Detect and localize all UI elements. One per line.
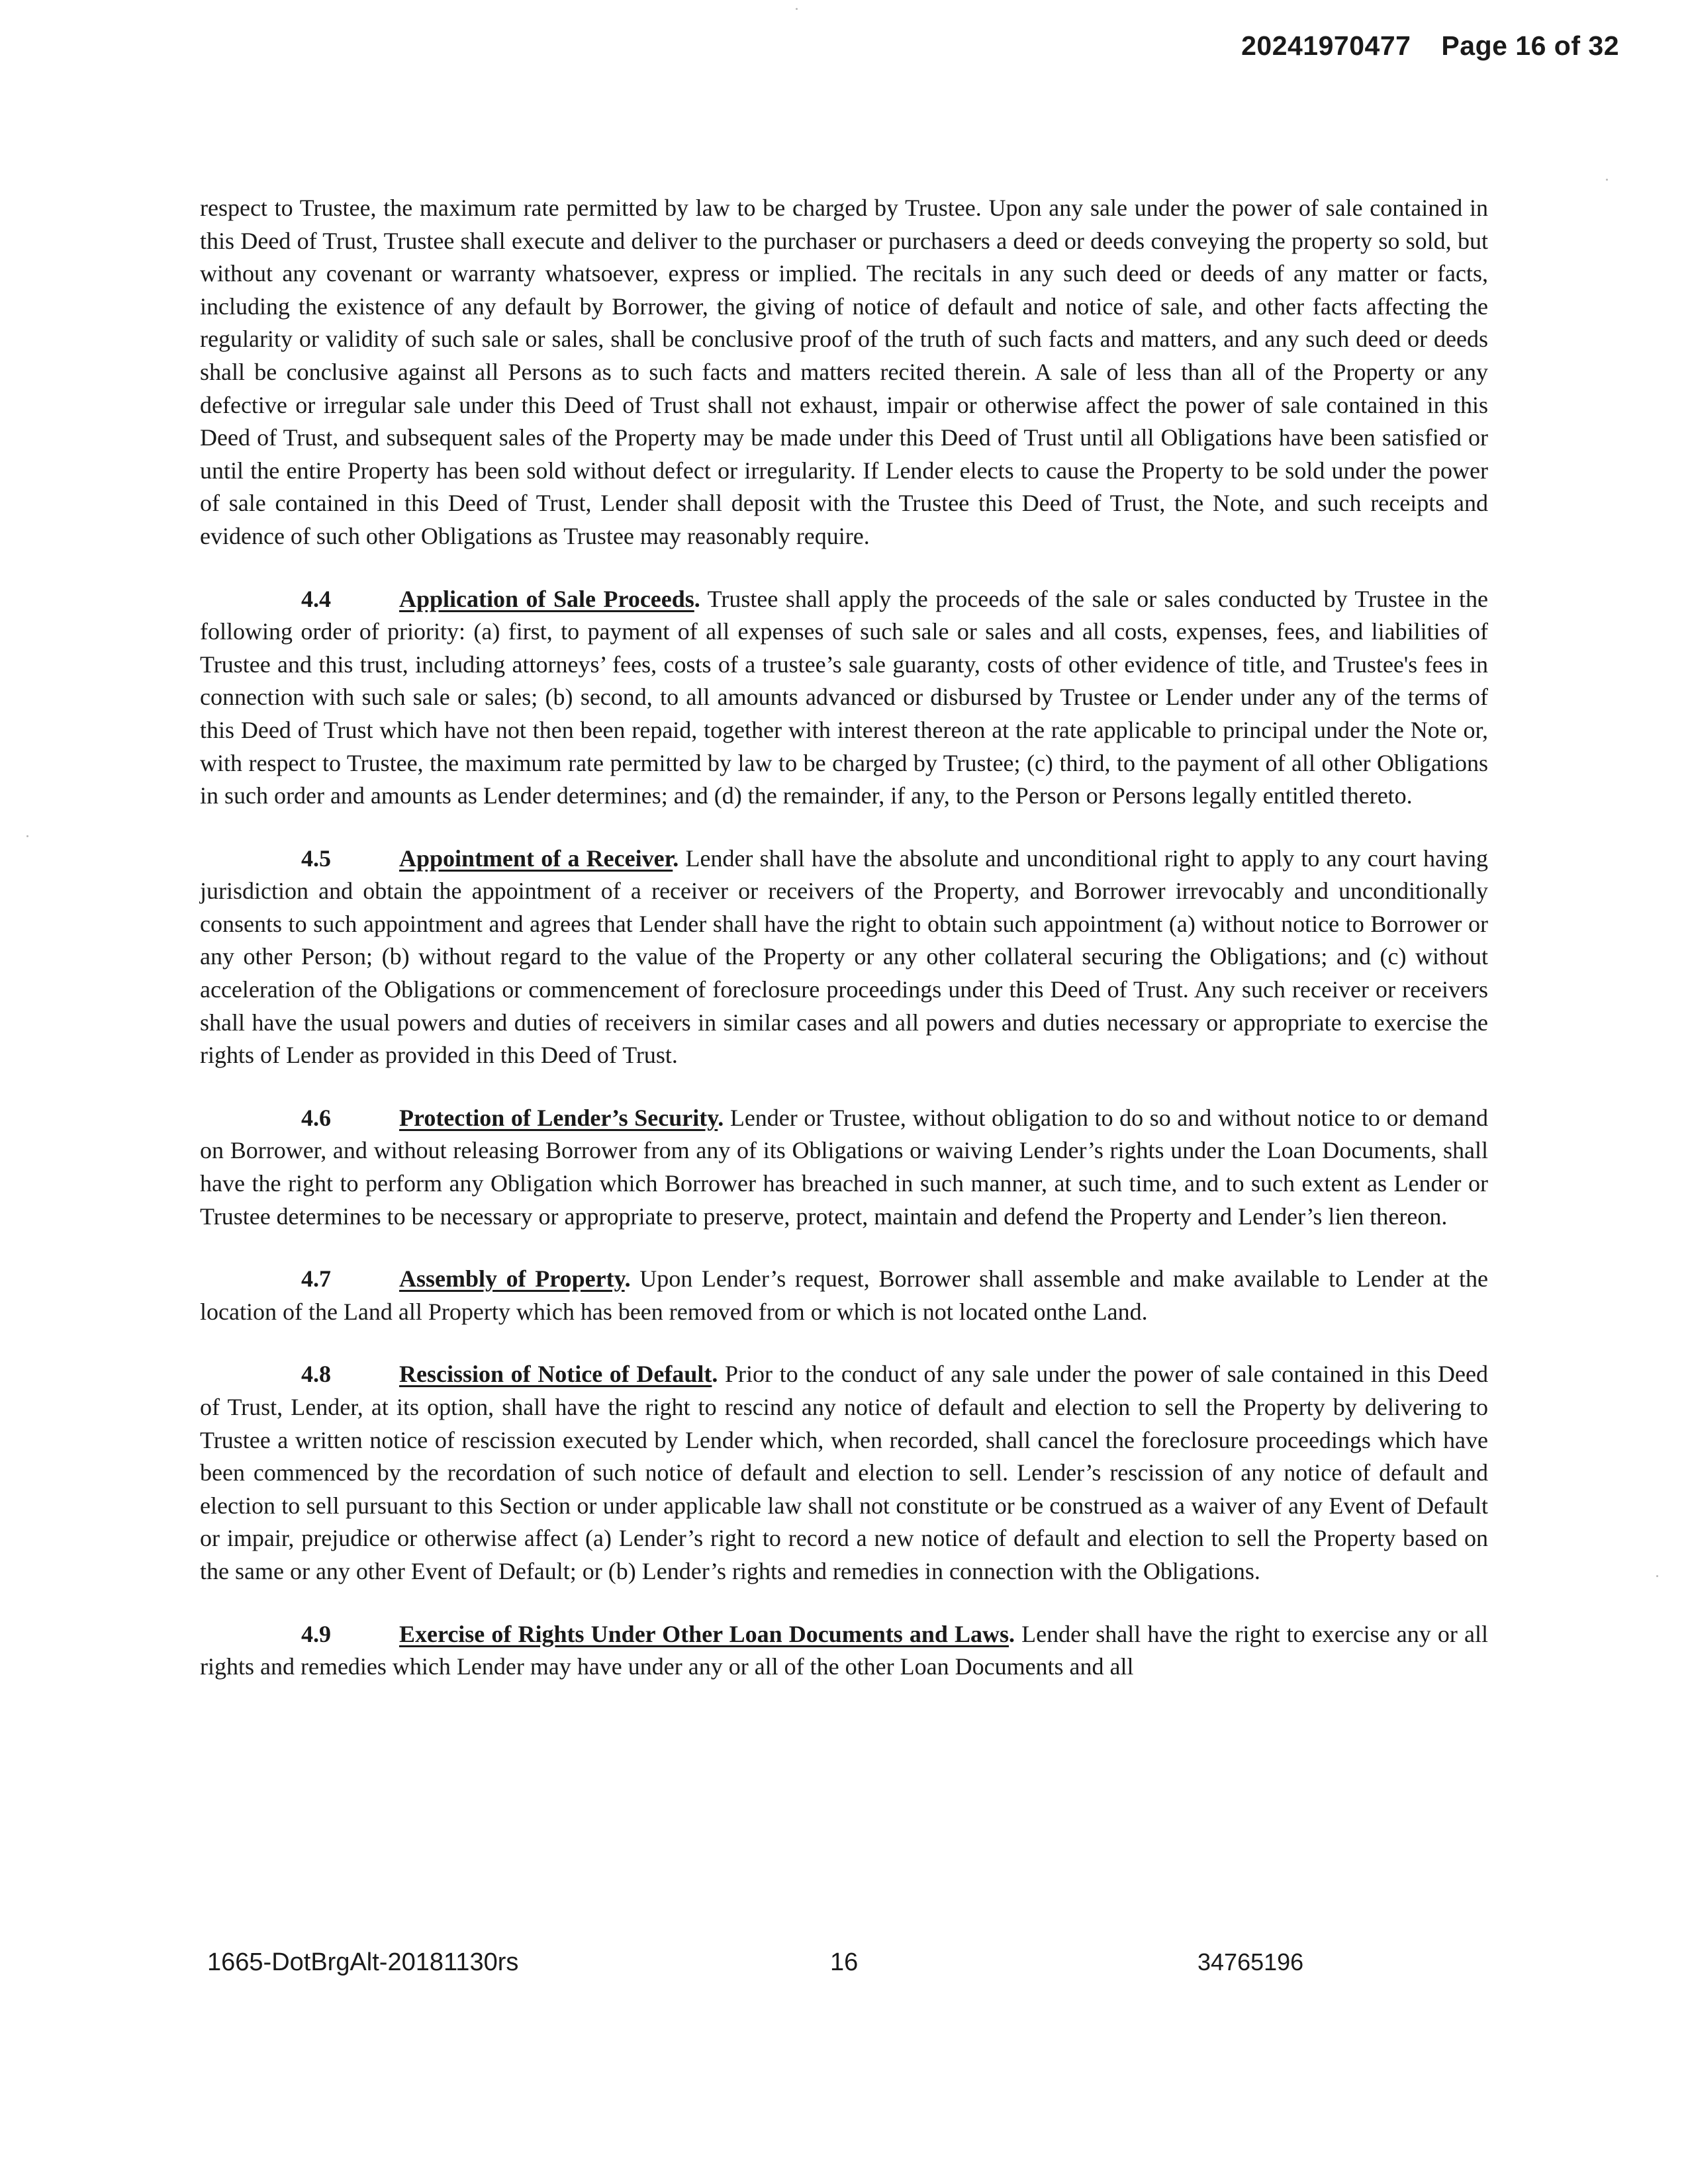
section-text: Lender shall have the absolute and unconditional right to apply to any court having jurisdiction and obtain the appointment of a receiver or receivers of the Property, and Borrower irrevocably and unconditionally consents to such appointment and agrees that Lender shall have the right to obtain such appointment (a) without notice to Borrower or any other Person; (b) without regard to the value of the Property or any other collateral securing the Obligations; and (c) without acceleration of the Obligations or commencement of foreclosure proceedings under this Deed of Trust. Any such receiver or receivers shall have the usual powers and duties of receivers in similar cases and all powers and duties necessary or appropriate to exercise the rights of Lender as provided in this Deed of Trust. <box>200 844 1488 1069</box>
recording-stamp <box>1241 30 1619 62</box>
section-4-6: 4.6 Protection of Lender’s Security. Lender or Trustee, without obligation to do so and without notice to or demand on Borrower, and without releasing Borrower from any of its Obligations or waiving Lender’s rights under the Loan Documents, shall have the right to perform any Obligation which Borrower has breached in such manner, at such time, and to such extent as Lender or Trustee determines to be necessary or appropriate to preserve, protect, maintain and defend the Property and Lender’s lien thereon. <box>200 1102 1488 1233</box>
recording-number: 20241970477 <box>1241 30 1411 61</box>
section-4-4: 4.4 Application of Sale Proceeds. Trustee shall apply the proceeds of the sale or sales conducted by Trustee in the following order of priority: (a) first, to payment of all expenses of such sale or sales and all costs, expenses, fees, and liabilities of Trustee and this trust, including attorneys’ fees, costs of a trustee’s sale guaranty, costs of other evidence of title, and Trustee's fees in connection with such sale or sales; (b) second, to all amounts advanced or disbursed by Trustee or Lender under any of the terms of this Deed of Trust which have not then been repaid, together with interest thereon at the rate applicable to principal under the Note or, with respect to Trustee, the maximum rate permitted by law to be charged by Trustee; (c) third, to the payment of all other Obligations in such order and amounts as Lender determines; and (d) the remainder, if any, to the Person or Persons legally entitled thereto. <box>200 583 1488 813</box>
section-number: 4.8 <box>301 1361 331 1388</box>
section-4-7: 4.7 Assembly of Property. Upon Lender’s request, Borrower shall assemble and make available to Lender at the location of the Land all Property which has been removed from or which is not located onthe Land. <box>200 1263 1488 1328</box>
section-text: Lender shall have the right to exercise any or all rights and remedies which Lender may have under any or all of the other Loan Documents and all <box>200 1620 1488 1680</box>
continuation-paragraph: respect to Trustee, the maximum rate permitted by law to be charged by Trustee. Upon any sale under the power of sale contained in this Deed of Trust, Trustee shall execute and deliver to the purchaser or purchasers a deed or deeds conveying the property so sold, but without any covenant or warranty whatsoever, express or implied. The recitals in any such deed or deeds of any matter or facts, including the existence of any default by Borrower, the giving of notice of default and notice of sale, and other facts affecting the regularity or validity of such sale or sales, shall be conclusive proof of the truth of such facts and matters, and any such deed or deeds shall be conclusive against all Persons as to such facts and matters recited therein. A sale of less than all of the Property or any defective or irregular sale under this Deed of Trust shall not exhaust, impair or otherwise affect the power of sale contained in this Deed of Trust, and subsequent sales of the Property may be made under this Deed of Trust until all Obligations have been satisfied or until the entire Property has been sold without defect or irregularity. If Lender elects to cause the Property to be sold under the power of sale contained in this Deed of Trust, Lender shall deposit with the Trustee this Deed of Trust, the Note, and such receipts and evidence of such other Obligations as Trustee may reasonably require. <box>200 195 1488 549</box>
section-number: 4.7 <box>301 1265 331 1293</box>
section-text: Trustee shall apply the proceeds of the sale or sales conducted by Trustee in the following order of priority: (a) first, to payment of all expenses of such sale or sales and all costs, expenses, fees, and liabilities of Trustee and this trust, including attorneys’ fees, costs of a trustee’s sale guaranty, costs of other evidence of title, and Trustee's fees in connection with such sale or sales; (b) second, to all amounts advanced or disbursed by Trustee or Lender under any of the terms of this Deed of Trust which have not then been repaid, together with interest thereon at the rate applicable to principal under the Note or, with respect to Trustee, the maximum rate permitted by law to be charged by Trustee; (c) third, to the payment of all other Obligations in such order and amounts as Lender determines; and (d) the remainder, if any, to the Person or Persons legally entitled thereto. <box>200 585 1488 809</box>
footer-doc-code: 1665-DotBrgAlt-20181130rs <box>207 1948 519 1976</box>
scan-speck <box>1606 179 1608 181</box>
section-title: Appointment of a Receiver <box>399 844 673 872</box>
section-title: Exercise of Rights Under Other Loan Documents and Laws <box>399 1620 1009 1647</box>
section-number: 4.4 <box>301 585 331 612</box>
section-number: 4.5 <box>301 844 331 872</box>
section-title: Application of Sale Proceeds <box>399 585 694 612</box>
section-title: Assembly of Property <box>399 1265 625 1293</box>
page-label: Page 16 of 32 <box>1441 30 1619 61</box>
section-title: Rescission of Notice of Default <box>399 1361 712 1388</box>
scan-speck <box>796 8 798 10</box>
page-footer <box>0 1948 1688 1988</box>
section-4-5: 4.5 Appointment of a Receiver. Lender shall have the absolute and unconditional right to apply to any court having jurisdiction and obtain the appointment of a receiver or receivers of the Property, and Borrower irrevocably and unconditionally consents to such appointment and agrees that Lender shall have the right to obtain such appointment (a) without notice to Borrower or any other Person; (b) without regard to the value of the Property or any other collateral securing the Obligations; and (c) without acceleration of the Obligations or commencement of foreclosure proceedings under this Deed of Trust. Any such receiver or receivers shall have the usual powers and duties of receivers in similar cases and all powers and duties necessary or appropriate to exercise the rights of Lender as provided in this Deed of Trust. <box>200 842 1488 1072</box>
section-text: Prior to the conduct of any sale under the power of sale contained in this Deed of Trust, Lender, at its option, shall have the right to rescind any notice of default and election to sell the Property by delivering to Trustee a written notice of rescission executed by Lender which, when recorded, shall cancel the foreclosure proceedings which have been commenced by the recordation of such notice of default and election to sell. Lender’s rescission of any notice of default and election to sell pursuant to this Section or under applicable law shall not constitute or be construed as a waiver of any Event of Default or impair, prejudice or otherwise affect (a) Lender’s right to record a new notice of default and election to sell the Property based on the same or any other Event of Default; or (b) Lender’s rights and remedies in connection with the Obligations. <box>200 1361 1489 1584</box>
section-number: 4.9 <box>301 1620 331 1647</box>
section-4-8: 4.8 Rescission of Notice of Default. Prior to the conduct of any sale under the power of sale contained in this Deed of Trust, Lender, at its option, shall have the right to rescind any notice of default and election to sell the Property by delivering to Trustee a written notice of rescission executed by Lender which, when recorded, shall cancel the foreclosure proceedings which have been commenced by the recordation of such notice of default and election to sell. Lender’s rescission of any notice of default and election to sell pursuant to this Section or under applicable law shall not constitute or be construed as a waiver of any Event of Default or impair, prejudice or otherwise affect (a) Lender’s right to record a new notice of default and election to sell the Property based on the same or any other Event of Default; or (b) Lender’s rights and remedies in connection with the Obligations. <box>200 1358 1488 1588</box>
section-text: Lender or Trustee, without obligation to do so and without notice to or demand on Borrower, and without releasing Borrower from any of its Obligations or waiving Lender’s rights under the Loan Documents, shall have the right to perform any Obligation which Borrower has breached in such manner, at such time, and to such extent as Lender or Trustee determines to be necessary or appropriate to preserve, protect, maintain and defend the Property and Lender’s lien thereon. <box>200 1104 1489 1230</box>
section-number: 4.6 <box>301 1104 331 1131</box>
footer-page-number: 16 <box>830 1948 859 1976</box>
section-title: Protection of Lender’s Security <box>399 1104 718 1131</box>
section-4-9: 4.9 Exercise of Rights Under Other Loan Documents and Laws. Lender shall have the right to exercise any or all rights and remedies which Lender may have under any or all of the other Loan Documents and all <box>200 1618 1488 1684</box>
document-body <box>200 192 1488 1713</box>
footer-doc-id: 34765196 <box>1197 1948 1304 1976</box>
scan-speck <box>26 835 28 837</box>
section-text: Upon Lender’s request, Borrower shall assemble and make available to Lender at the location of the Land all Property which has been removed from or which is not located onthe Land. <box>200 1265 1489 1325</box>
scan-speck <box>1656 1575 1658 1577</box>
